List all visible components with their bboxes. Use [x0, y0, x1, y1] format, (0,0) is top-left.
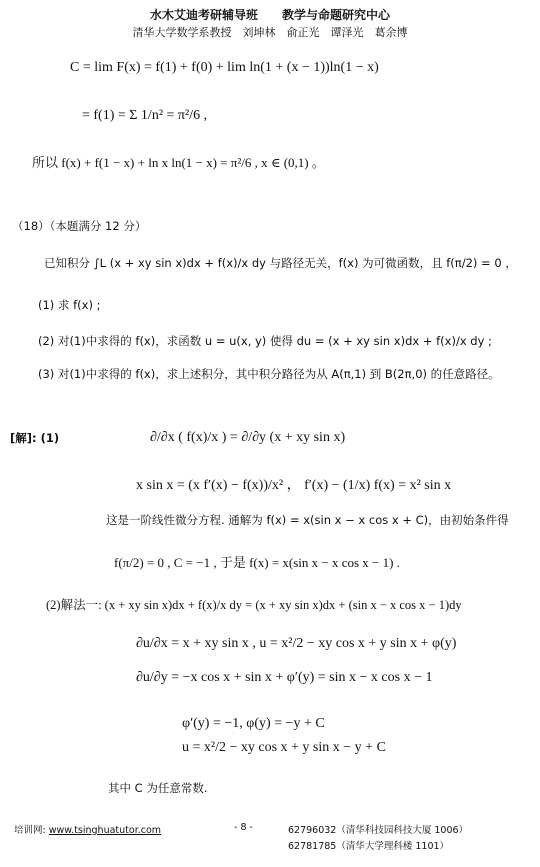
problem-title: （18）（本题满分 12 分）	[12, 219, 147, 233]
footer-site	[14, 822, 161, 836]
eq-partial-condition: ∂/∂x ( f(x)/x ) = ∂/∂y (x + xy sin x)	[150, 430, 346, 445]
eq-series-sum: = f(1) = Σ 1/n² = π²/6 ,	[82, 108, 208, 123]
footer-site-label: 培训网:	[14, 825, 46, 836]
header-authors: 清华大学数学系教授 刘坤林 俞正光 谭泽光 葛余博	[132, 26, 408, 39]
footer-site-link[interactable]: www.tsinghuatutor.com	[48, 825, 162, 836]
eq-method-one: (2)解法一: (x + xy sin x)dx + f(x)/x dy = (x + xy sin x)dx + (sin x − x cos x − 1)dy	[46, 598, 462, 612]
page-number: - 8 -	[234, 822, 253, 833]
footer-phone-2: 62781785（清华大学理科楼 1101）	[288, 841, 450, 852]
problem-statement: 已知积分 ∫L (x + xy sin x)dx + f(x)/x dy 与路径无关，f(x) 为可微函数，且 f(π/2) = 0 ，	[44, 256, 517, 270]
question-2: (2) 对(1)中求得的 f(x)，求函数 u = u(x, y) 使得 du = (x + xy sin x)dx + f(x)/x dy ;	[38, 334, 492, 348]
text-constant: 其中 C 为任意常数.	[108, 781, 208, 795]
solution-label: [解]: (1)	[10, 431, 60, 445]
question-3: (3) 对(1)中求得的 f(x)，求上述积分，其中积分路径为从 A(π,1) 到 B(2π,0) 的任意路径。	[38, 367, 500, 381]
eq-u-result: u = x²/2 − xy cos x + y sin x − y + C	[182, 740, 386, 755]
eq-du-dy: ∂u/∂y = −x cos x + sin x + φ′(y) = sin x − x cos x − 1	[136, 670, 433, 685]
eq-phi: φ′(y) = −1, φ(y) = −y + C	[182, 716, 325, 731]
header-title: 水木艾迪考研辅导班 教学与命题研究中心	[149, 8, 390, 22]
eq-limit-c: C = lim F(x) = f(1) + f(0) + lim ln(1 + (x − 1))ln(1 − x)	[70, 60, 379, 75]
eq-conclusion: 所以 f(x) + f(1 − x) + ln x ln(1 − x) = π²/6 , x ∈ (0,1) 。	[32, 155, 325, 170]
footer-phone-1: 62796032（清华科技园科技大厦 1006）	[288, 825, 469, 836]
text-general-solution: 这是一阶线性微分方程. 通解为 f(x) = x(sin x − x cos x + C)，由初始条件得	[106, 513, 509, 527]
eq-du-dx: ∂u/∂x = x + xy sin x , u = x²/2 − xy cos x + y sin x + φ(y)	[136, 636, 457, 651]
question-1: (1) 求 f(x) ;	[38, 298, 101, 312]
eq-differential: x sin x = (x f′(x) − f(x))/x² ， f′(x) − (1/x) f(x) = x² sin x	[136, 478, 452, 493]
eq-initial-condition: f(π/2) = 0 , C = −1 , 于是 f(x) = x(sin x − x cos x − 1) .	[114, 555, 400, 570]
